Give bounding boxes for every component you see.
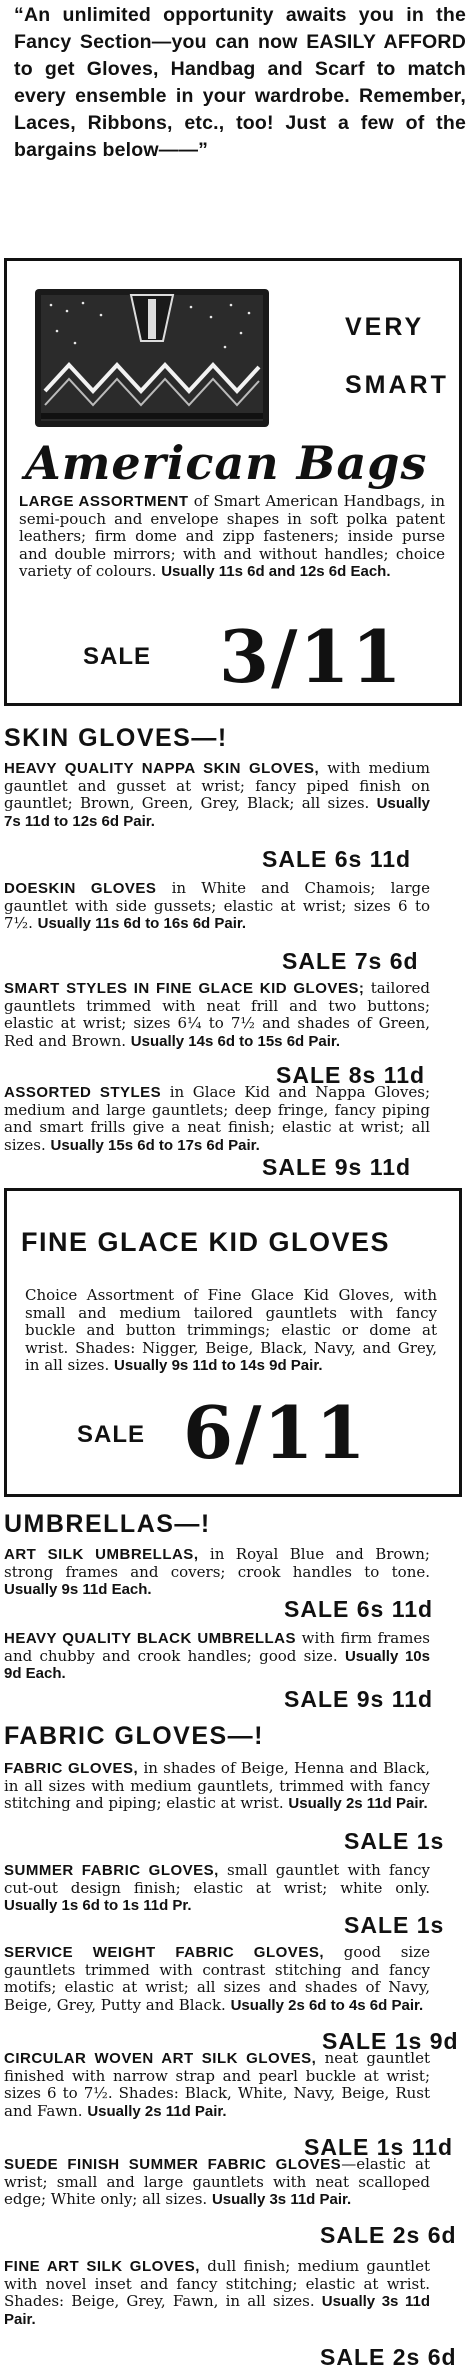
list-item: SERVICE WEIGHT FABRIC GLOVES, good size gauntlets trimmed with contrast stitching and fancy motifs; elastic at wrist; all sizes and shades of Navy, Beige, Grey, Putty and Black. Usually 2s 6d to 4s 6d Pair. SALE 1s 9d [4,1943,459,2054]
list-item: SUMMER FABRIC GLOVES, small gauntlet with fancy cut-out design finish; elastic at wrist; white only. Usually 1s 6d to 1s 11d Pr. SALE 1s [4,1861,445,1938]
sale-price: SALE 8s 11d [276,1062,426,1088]
skin-gloves-heading: SKIN GLOVES—! [4,724,228,752]
list-item: ART SILK UMBRELLAS, in Royal Blue and Brown; strong frames and covers; crook handles to tone. Usually 9s 11d Each. SALE 6s 11d [4,1545,434,1622]
list-item: SUEDE FINISH SUMMER FABRIC GLOVES—elastic at wrist; small and large gauntlets with neat scalloped edge; White only; all sizes. Usually 3s 11d Pair. SALE 2s 6d [4,2155,457,2248]
bags-description [19,493,445,581]
bags-lead: LARGE ASSORTMENT [19,493,189,510]
sale-price: SALE 6s 11d [262,846,412,872]
list-item: HEAVY QUALITY BLACK UMBRELLAS with firm frames and chubby and crook handles; good size. Usually 10s 9d Each. SALE 9s 11d [4,1629,434,1712]
list-item: ASSORTED STYLES in Glace Kid and Nappa Gloves; medium and large gauntlets; deep fringe, fancy piping and smart frills give a neat finish; elastic at wrist; all sizes. Usually 15s 6d to 17s 6d Pair. SALE 9s 11d [4,1083,430,1180]
american-bags-title: American Bags [25,436,428,490]
list-item: FABRIC GLOVES, in shades of Beige, Henna and Black, in all sizes with medium gauntlets, trimmed with fancy stitching and piping; elastic at wrist. Usually 2s 11d Pair. SALE 1s [4,1759,445,1854]
list-item: CIRCULAR WOVEN ART SILK GLOVES, neat gauntlet finished with narrow strap and pearl buckle at wrist; sizes 6 to 7½. Shades: Black, White, Navy, Beige, Rust and Fawn. Usually 2s 11d Pair. SALE 1s 11d [4,2049,454,2160]
list-item: SMART STYLES IN FINE GLACE KID GLOVES; tailored gauntlets trimmed with neat frill and two buttons; elastic at wrist; sizes 6¼ to 7½ and shades of Green, Red and Brown. Usually 14s 6d to 15s 6d Pair. SALE 8s 11d [4,979,431,1088]
sale-price: SALE 9s 11d [284,1686,434,1712]
list-item: HEAVY QUALITY NAPPA SKIN GLOVES, with medium gauntlet and gusset at wrist; fancy piped finish on gauntlet; Brown, Green, Grey, Black; all sizes. Usually 7s 11d to 12s 6d Pair. SALE 6s 11d [4,759,430,872]
sale-price: SALE 2s 6d [320,2344,457,2370]
sale-price: SALE 2s 6d [320,2222,457,2248]
list-item: FINE ART SILK GLOVES, dull finish; medium gauntlet with novel inset and fancy stitching; elastic at wrist. Shades: Beige, Grey, Fawn, in all sizes. Usually 3s 11d Pair. SALE 2s 6d [4,2257,457,2370]
glace-sale-label: SALE [77,1421,146,1448]
bags-usual-price: Usually 11s 6d and 12s 6d Each. [161,563,391,580]
handbag-illustration [31,281,273,431]
intro-paragraph: “An unlimited opportunity awaits you in the Fancy Section—you can now EASILY AFFORD to get Gloves, Handbag and Scarf to match every ensemble in your wardrobe. Remember, Laces, Ribbons, etc., too! Just a few of the bargains below——” [14,4,466,161]
fabric-gloves-heading: FABRIC GLOVES—! [4,1722,265,1750]
smart-label: SMART [345,371,449,399]
glace-gloves-title: FINE GLACE KID GLOVES [21,1227,391,1257]
american-bags-panel [4,258,462,706]
glace-gloves-panel [4,1188,462,1497]
bags-body: of Smart American Handbags, in semi-pouch and envelope shapes in soft polka patent leathers; firm dome and zipp fasteners; inside purse and double mirrors; with and without handles; choice variety of colours. [19,492,445,580]
sale-price: SALE 1s 9d [322,2028,459,2054]
bags-sale-price: 3/11 [219,614,404,699]
umbrellas-heading: UMBRELLAS—! [4,1510,211,1538]
glace-description: Choice Assortment of Fine Glace Kid Gloves, with small and medium tailored gauntlets with fancy buckle and button trimmings; elastic or dome at wrist. Shades: Nigger, Beige, Black, Navy, and Grey, in all sizes. Usually 9s 11d to 14s 9d Pair. [25,1286,437,1374]
sale-price: SALE 1s [344,1912,445,1938]
sale-price: SALE 6s 11d [284,1596,434,1622]
glace-sale-price: 6/11 [183,1390,368,1475]
sale-price: SALE 9s 11d [262,1154,412,1180]
very-label: VERY [345,313,425,341]
list-item: DOESKIN GLOVES in White and Chamois; large gauntlet with side gussets; elastic at wrist; sizes 6 to 7½. Usually 11s 6d to 16s 6d Pair. SALE 7s 6d [4,879,431,974]
sale-price: SALE 1s 11d [304,2134,454,2160]
bags-sale-label: SALE [83,643,152,670]
sale-price: SALE 1s [344,1828,445,1854]
sale-price: SALE 7s 6d [282,948,419,974]
